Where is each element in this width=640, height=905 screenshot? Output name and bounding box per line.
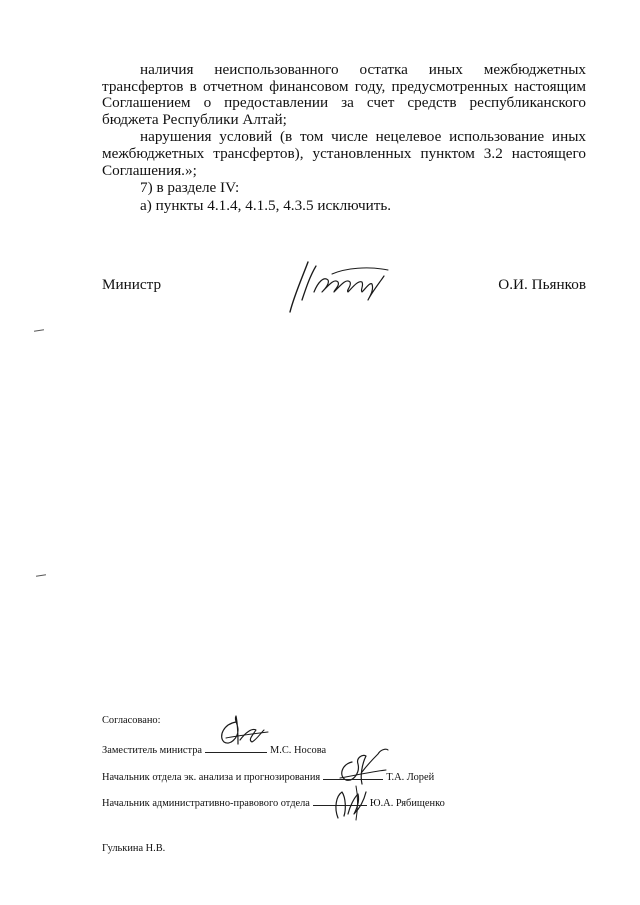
approval-row	[102, 796, 445, 810]
signatory-name: О.И. Пьянков	[498, 276, 586, 293]
approver-name: Ю.А. Рябищенко	[369, 798, 445, 809]
margin-mark	[36, 574, 46, 576]
legal-head-signature-image	[326, 778, 376, 822]
paragraph: а) пункты 4.1.4, 4.1.5, 4.3.5 исключить.	[140, 196, 392, 214]
signatory-role: Министр	[102, 276, 162, 293]
approver-name: М.С. Носова	[270, 745, 327, 756]
deputy-signature-image	[212, 710, 272, 750]
paragraph: нарушения условий (в том числе нецелевое использование иных межбюджетных трансфертов), установленных пунктом 3.2 настоящего Соглашения.»;	[102, 128, 586, 179]
approver-position: Начальник административно-правового отдела	[102, 798, 310, 809]
approver-name: Т.А. Лорей	[386, 772, 435, 783]
approver-position: Начальник отдела эк. анализа и прогнозирования	[102, 772, 321, 783]
approval-heading: Согласовано:	[102, 715, 161, 726]
document-body	[102, 62, 586, 214]
document-author: Гулькина Н.В.	[102, 843, 166, 854]
paragraph: наличия неиспользованного остатка иных межбюджетных трансфертов в отчетном финансовом году, предусмотренных настоящим Соглашением о предоставлении за счет средств республиканского бюджета Республики Алтай;	[102, 61, 586, 128]
approver-position: Заместитель министра	[102, 745, 202, 756]
minister-signature-image	[272, 252, 402, 314]
paragraph: 7) в разделе IV:	[140, 179, 240, 197]
margin-mark	[34, 329, 44, 331]
